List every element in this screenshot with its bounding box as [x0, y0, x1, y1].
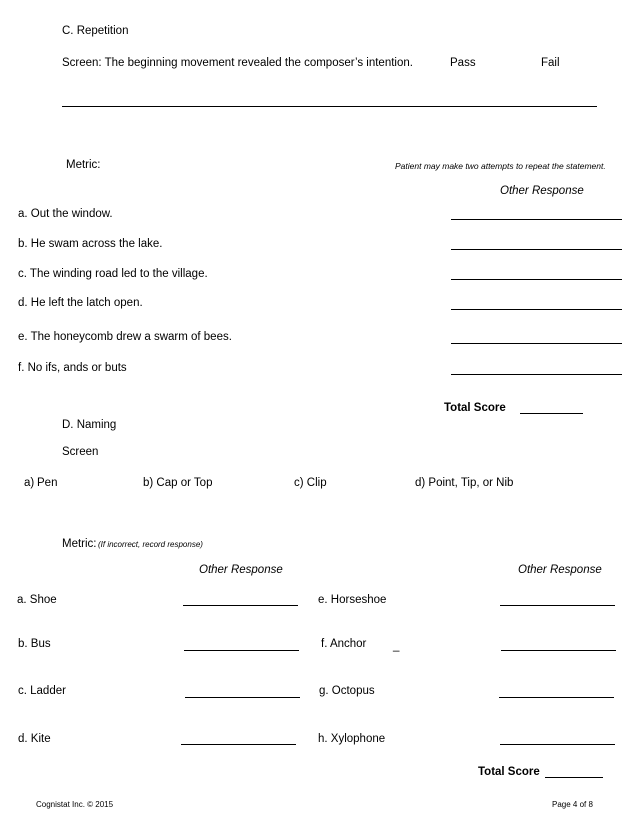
repetition-item: a. Out the window.: [18, 208, 113, 220]
naming-other-response-label-right: Other Response: [518, 564, 602, 576]
naming-response-line[interactable]: [184, 650, 299, 651]
footer-page-number: Page 4 of 8: [552, 800, 593, 809]
naming-screen-item: c) Clip: [294, 477, 327, 489]
naming-total-score-line[interactable]: [545, 777, 603, 778]
naming-heading: D. Naming: [62, 419, 117, 431]
repetition-screen-text: Screen: The beginning movement revealed the composer’s intention.: [62, 57, 413, 69]
naming-response-line[interactable]: [500, 605, 615, 606]
naming-other-response-label-left: Other Response: [199, 564, 283, 576]
screen-response-line[interactable]: [62, 106, 597, 107]
repetition-note: Patient may make two attempts to repeat the statement.: [395, 161, 606, 171]
naming-item: c. Ladder: [18, 685, 66, 697]
naming-item: b. Bus: [18, 638, 51, 650]
naming-response-line[interactable]: [501, 650, 616, 651]
repetition-total-score-label: Total Score: [444, 402, 506, 414]
naming-screen-label: Screen: [62, 446, 99, 458]
naming-screen-item: b) Cap or Top: [143, 477, 213, 489]
repetition-heading: C. Repetition: [62, 25, 129, 37]
naming-response-line[interactable]: [183, 605, 298, 606]
naming-item: e. Horseshoe: [318, 594, 387, 606]
naming-screen-item: Pen: [37, 477, 58, 489]
repetition-item: e. The honeycomb drew a swarm of bees.: [18, 331, 232, 343]
repetition-item: b. He swam across the lake.: [18, 238, 163, 250]
naming-item: h. Xylophone: [318, 733, 386, 745]
naming-item: d. Kite: [18, 733, 51, 745]
naming-screen-item-marker: a): [24, 477, 35, 489]
repetition-metric-label: Metric:: [66, 159, 101, 171]
repetition-item: f. No ifs, ands or buts: [18, 362, 127, 374]
repetition-total-score-line[interactable]: [520, 413, 583, 414]
repetition-response-line[interactable]: [451, 309, 622, 310]
naming-response-line[interactable]: [185, 697, 300, 698]
repetition-item: c. The winding road led to the village.: [18, 268, 208, 280]
naming-item: g. Octopus: [319, 685, 375, 697]
footer-copyright: Cognistat Inc. © 2015: [36, 800, 114, 809]
naming-response-line[interactable]: [499, 697, 614, 698]
naming-item: f. Anchor: [321, 638, 367, 650]
repetition-response-line[interactable]: [451, 249, 622, 250]
repetition-item: d. He left the latch open.: [18, 297, 143, 309]
naming-response-line[interactable]: [500, 744, 615, 745]
repetition-response-line[interactable]: [451, 279, 622, 280]
repetition-response-line[interactable]: [451, 343, 622, 344]
fail-label: Fail: [541, 57, 560, 69]
naming-stray-mark: _: [393, 640, 400, 652]
naming-item: a. Shoe: [17, 594, 57, 606]
repetition-response-line[interactable]: [451, 374, 622, 375]
naming-response-line[interactable]: [181, 744, 296, 745]
naming-metric-label: Metric:: [62, 538, 97, 550]
naming-screen-item: d) Point, Tip, or Nib: [415, 477, 514, 489]
pass-label: Pass: [450, 57, 476, 69]
naming-metric-note: (If incorrect, record response): [98, 540, 203, 549]
repetition-response-line[interactable]: [451, 219, 622, 220]
repetition-other-response-label: Other Response: [500, 185, 584, 197]
naming-total-score-label: Total Score: [478, 766, 540, 778]
